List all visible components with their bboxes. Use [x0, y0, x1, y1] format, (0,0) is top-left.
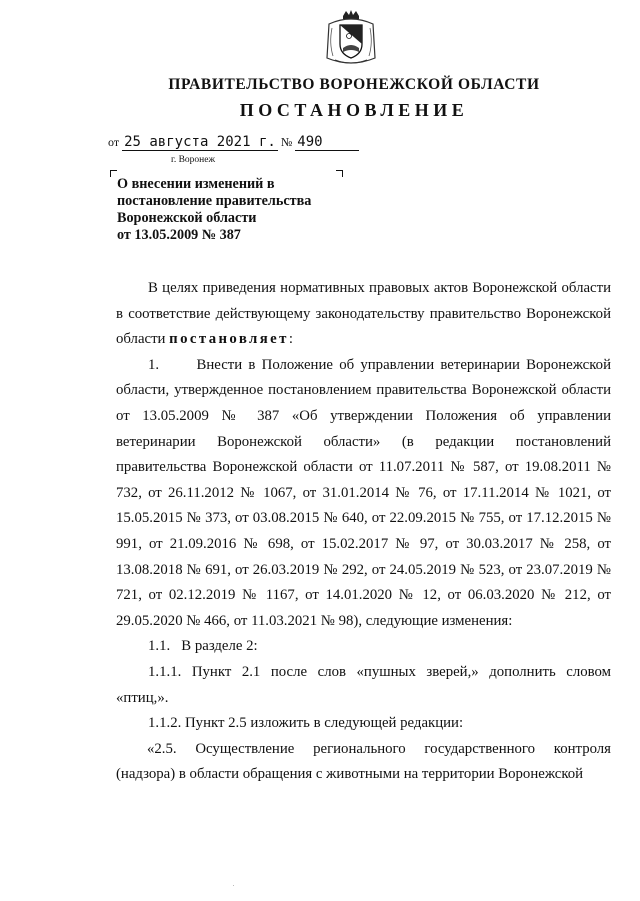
document-number: 490	[295, 134, 358, 151]
document-subject	[117, 176, 357, 244]
paragraph-1-1-2: 1.1.2. Пункт 2.5 изложить в следующей редакции:	[148, 715, 464, 732]
subject-line: О внесении изменений в	[117, 176, 275, 192]
preamble-paragraph	[116, 276, 611, 353]
paragraph-2-5: «2.5. Осуществление регионального государственного контроля (надзора) в области обращения с животными на территории Воронежской	[116, 740, 611, 783]
paragraph-1: 1. Внести в Положение об управлении ветеринарии Воронежской области, утвержденное постановлением правительства Воронежской области от 13.05.2009 № 387 «Об утверждении Положения об управлении ветеринарии Воронежской области» (в редакции постановлений правительства Воронежской области от 11.07.2011 № 587, от 19.08.2011 № 732, от 26.11.2012 № 1067, от 31.01.2014 № 76, от 17.11.2014 № 1021, от 15.05.2015 № 373, от 03.08.2015 № 640, от 22.09.2015 № 755, от 17.12.2015 № 991, от 21.09.2016 № 698, от 15.02.2017 № 97, от 30.03.2017 № 258, от 13.08.2018 № 691, от 26.03.2019 № 292, от 24.05.2019 № 523, от 23.07.2019 № 721, от 02.12.2019 № 1167, от 14.01.2020 № 12, от 06.03.2020 № 212, от 29.05.2020 № 466, от 11.03.2021 № 98), следующие изменения:	[116, 356, 615, 629]
preamble-text: В целях приведения нормативных правовых актов Воронежской области в соответствие действующему законодательству правительство Воронежской области	[116, 280, 611, 348]
date-line	[108, 134, 359, 151]
decree-word: постановляет	[169, 331, 289, 348]
number-label: №	[280, 135, 293, 149]
document-date: 25 августа 2021 г.	[124, 134, 276, 150]
coat-of-arms-icon	[323, 8, 379, 70]
paragraph-1-1-1: 1.1.1. Пункт 2.1 после слов «пушных зверей,» дополнить словом «птиц,».	[116, 663, 611, 706]
subject-line: от 13.05.2009 № 387	[117, 227, 241, 243]
page-mark	[233, 885, 234, 886]
subject-line: постановление правительства	[117, 193, 312, 209]
document-type-title: ПОСТАНОВЛЕНИЕ	[239, 100, 469, 120]
subject-corner-left	[110, 170, 117, 177]
decree-colon: :	[288, 331, 293, 348]
subject-line: Воронежской области	[117, 210, 257, 226]
date-from-label: от	[108, 135, 120, 149]
organization-title: ПРАВИТЕЛЬСТВО ВОРОНЕЖСКОЙ ОБЛАСТИ	[168, 76, 540, 93]
paragraph-1-1: 1.1. В разделе 2:	[148, 638, 258, 655]
document-body	[116, 276, 615, 788]
city-name: г. Воронеж	[171, 155, 216, 165]
